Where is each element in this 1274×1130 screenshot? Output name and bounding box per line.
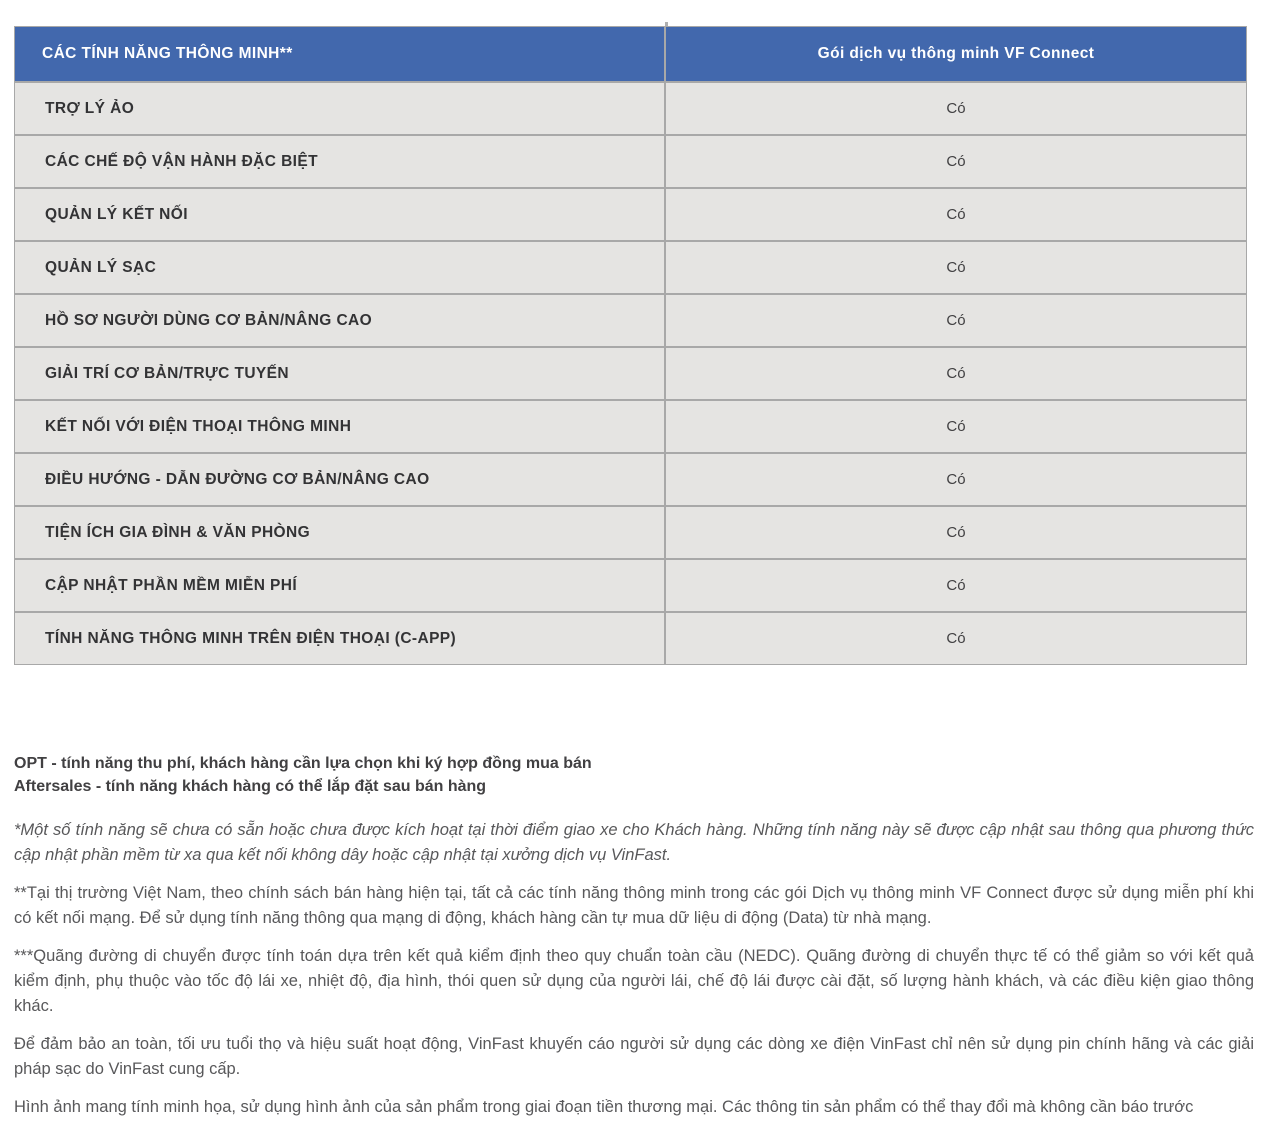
table-row <box>15 558 1246 611</box>
availability-cell: Có <box>946 312 966 329</box>
availability-cell: Có <box>946 206 966 223</box>
table-row <box>15 505 1246 558</box>
smart-features-table <box>14 26 1247 665</box>
table-row <box>15 611 1246 664</box>
table-row <box>15 452 1246 505</box>
table-row <box>15 81 1246 134</box>
availability-cell: Có <box>946 418 966 435</box>
feature-name-cell: CẬP NHẬT PHẦN MỀM MIỄN PHÍ <box>15 560 666 611</box>
feature-name-cell: TÍNH NĂNG THÔNG MINH TRÊN ĐIỆN THOẠI (C-APP) <box>15 613 666 664</box>
availability-cell: Có <box>946 365 966 382</box>
footnote-paragraph: Hình ảnh mang tính minh họa, sử dụng hình ảnh của sản phẩm trong giai đoạn tiền thương mại. Các thông tin sản phẩm có thể thay đổi mà không cần báo trước <box>14 1098 1194 1116</box>
note-paragraphs <box>14 818 1254 1120</box>
footnote-paragraph: Để đảm bảo an toàn, tối ưu tuổi thọ và hiệu suất hoạt động, VinFast khuyến cáo người sử dụng các dòng xe điện VinFast chỉ nên sử dụng pin chính hãng và các giải pháp sạc do VinFast cung cấp. <box>14 1035 1254 1078</box>
feature-name-cell: TRỢ LÝ ẢO <box>15 83 666 134</box>
package-column-header: Gói dịch vụ thông minh VF Connect <box>817 45 1095 62</box>
feature-name-cell: HỒ SƠ NGƯỜI DÙNG CƠ BẢN/NÂNG CAO <box>15 295 666 346</box>
availability-cell: Có <box>946 259 966 276</box>
legend-aftersales-line: Aftersales - tính năng khách hàng có thể lắp đặt sau bán hàng <box>14 778 487 795</box>
feature-name-cell: KẾT NỐI VỚI ĐIỆN THOẠI THÔNG MINH <box>15 401 666 452</box>
feature-name-cell: QUẢN LÝ SẠC <box>15 242 666 293</box>
availability-cell: Có <box>946 153 966 170</box>
footnote-paragraph: **Tại thị trường Việt Nam, theo chính sách bán hàng hiện tại, tất cả các tính năng thông minh trong các gói Dịch vụ thông minh VF Connect được sử dụng miễn phí khi có kết nối mạng. Để sử dụng tính năng thông qua mạng di động, khách hàng cần tự mua dữ liệu di động (Data) từ nhà mạng. <box>14 884 1254 927</box>
feature-name-cell: ĐIỀU HƯỚNG - DẪN ĐƯỜNG CƠ BẢN/NÂNG CAO <box>15 454 666 505</box>
feature-name-cell: GIẢI TRÍ CƠ BẢN/TRỰC TUYẾN <box>15 348 666 399</box>
table-row <box>15 134 1246 187</box>
availability-cell: Có <box>946 577 966 594</box>
footnote-paragraph: ***Quãng đường di chuyển được tính toán dựa trên kết quả kiểm định theo quy chuẩn toàn cầu (NEDC). Quãng đường di chuyển thực tế có thể giảm so với kết quả kiểm định, phụ thuộc vào tốc độ lái xe, nhiệt độ, địa hình, thói quen sử dụng của người lái, chế độ lái được cài đặt, số lượng hành khách, và các điều kiện giao thông khác. <box>14 947 1254 1015</box>
availability-cell: Có <box>946 471 966 488</box>
table-row <box>15 240 1246 293</box>
footnote-paragraph: *Một số tính năng sẽ chưa có sẵn hoặc chưa được kích hoạt tại thời điểm giao xe cho Khách hàng. Những tính năng này sẽ được cập nhật sau thông qua phương thức cập nhật phần mềm từ xa qua kết nối không dây hoặc cập nhật tại xưởng dịch vụ VinFast. <box>14 821 1254 864</box>
availability-cell: Có <box>946 100 966 117</box>
table-body <box>15 81 1246 664</box>
feature-name-cell: QUẢN LÝ KẾT NỐI <box>15 189 666 240</box>
feature-name-cell: CÁC CHẾ ĐỘ VẬN HÀNH ĐẶC BIỆT <box>15 136 666 187</box>
table-row <box>15 399 1246 452</box>
availability-cell: Có <box>946 630 966 647</box>
features-column-header: CÁC TÍNH NĂNG THÔNG MINH** <box>15 27 666 81</box>
feature-name-cell: TIỆN ÍCH GIA ĐÌNH & VĂN PHÒNG <box>15 507 666 558</box>
legend-block <box>14 752 1254 798</box>
table-row <box>15 346 1246 399</box>
table-row <box>15 187 1246 240</box>
legend-opt-line: OPT - tính năng thu phí, khách hàng cần lựa chọn khi ký hợp đồng mua bán <box>14 755 592 772</box>
footnotes-section <box>14 752 1254 1130</box>
table-header-row <box>15 27 1246 81</box>
availability-cell: Có <box>946 524 966 541</box>
table-row <box>15 293 1246 346</box>
